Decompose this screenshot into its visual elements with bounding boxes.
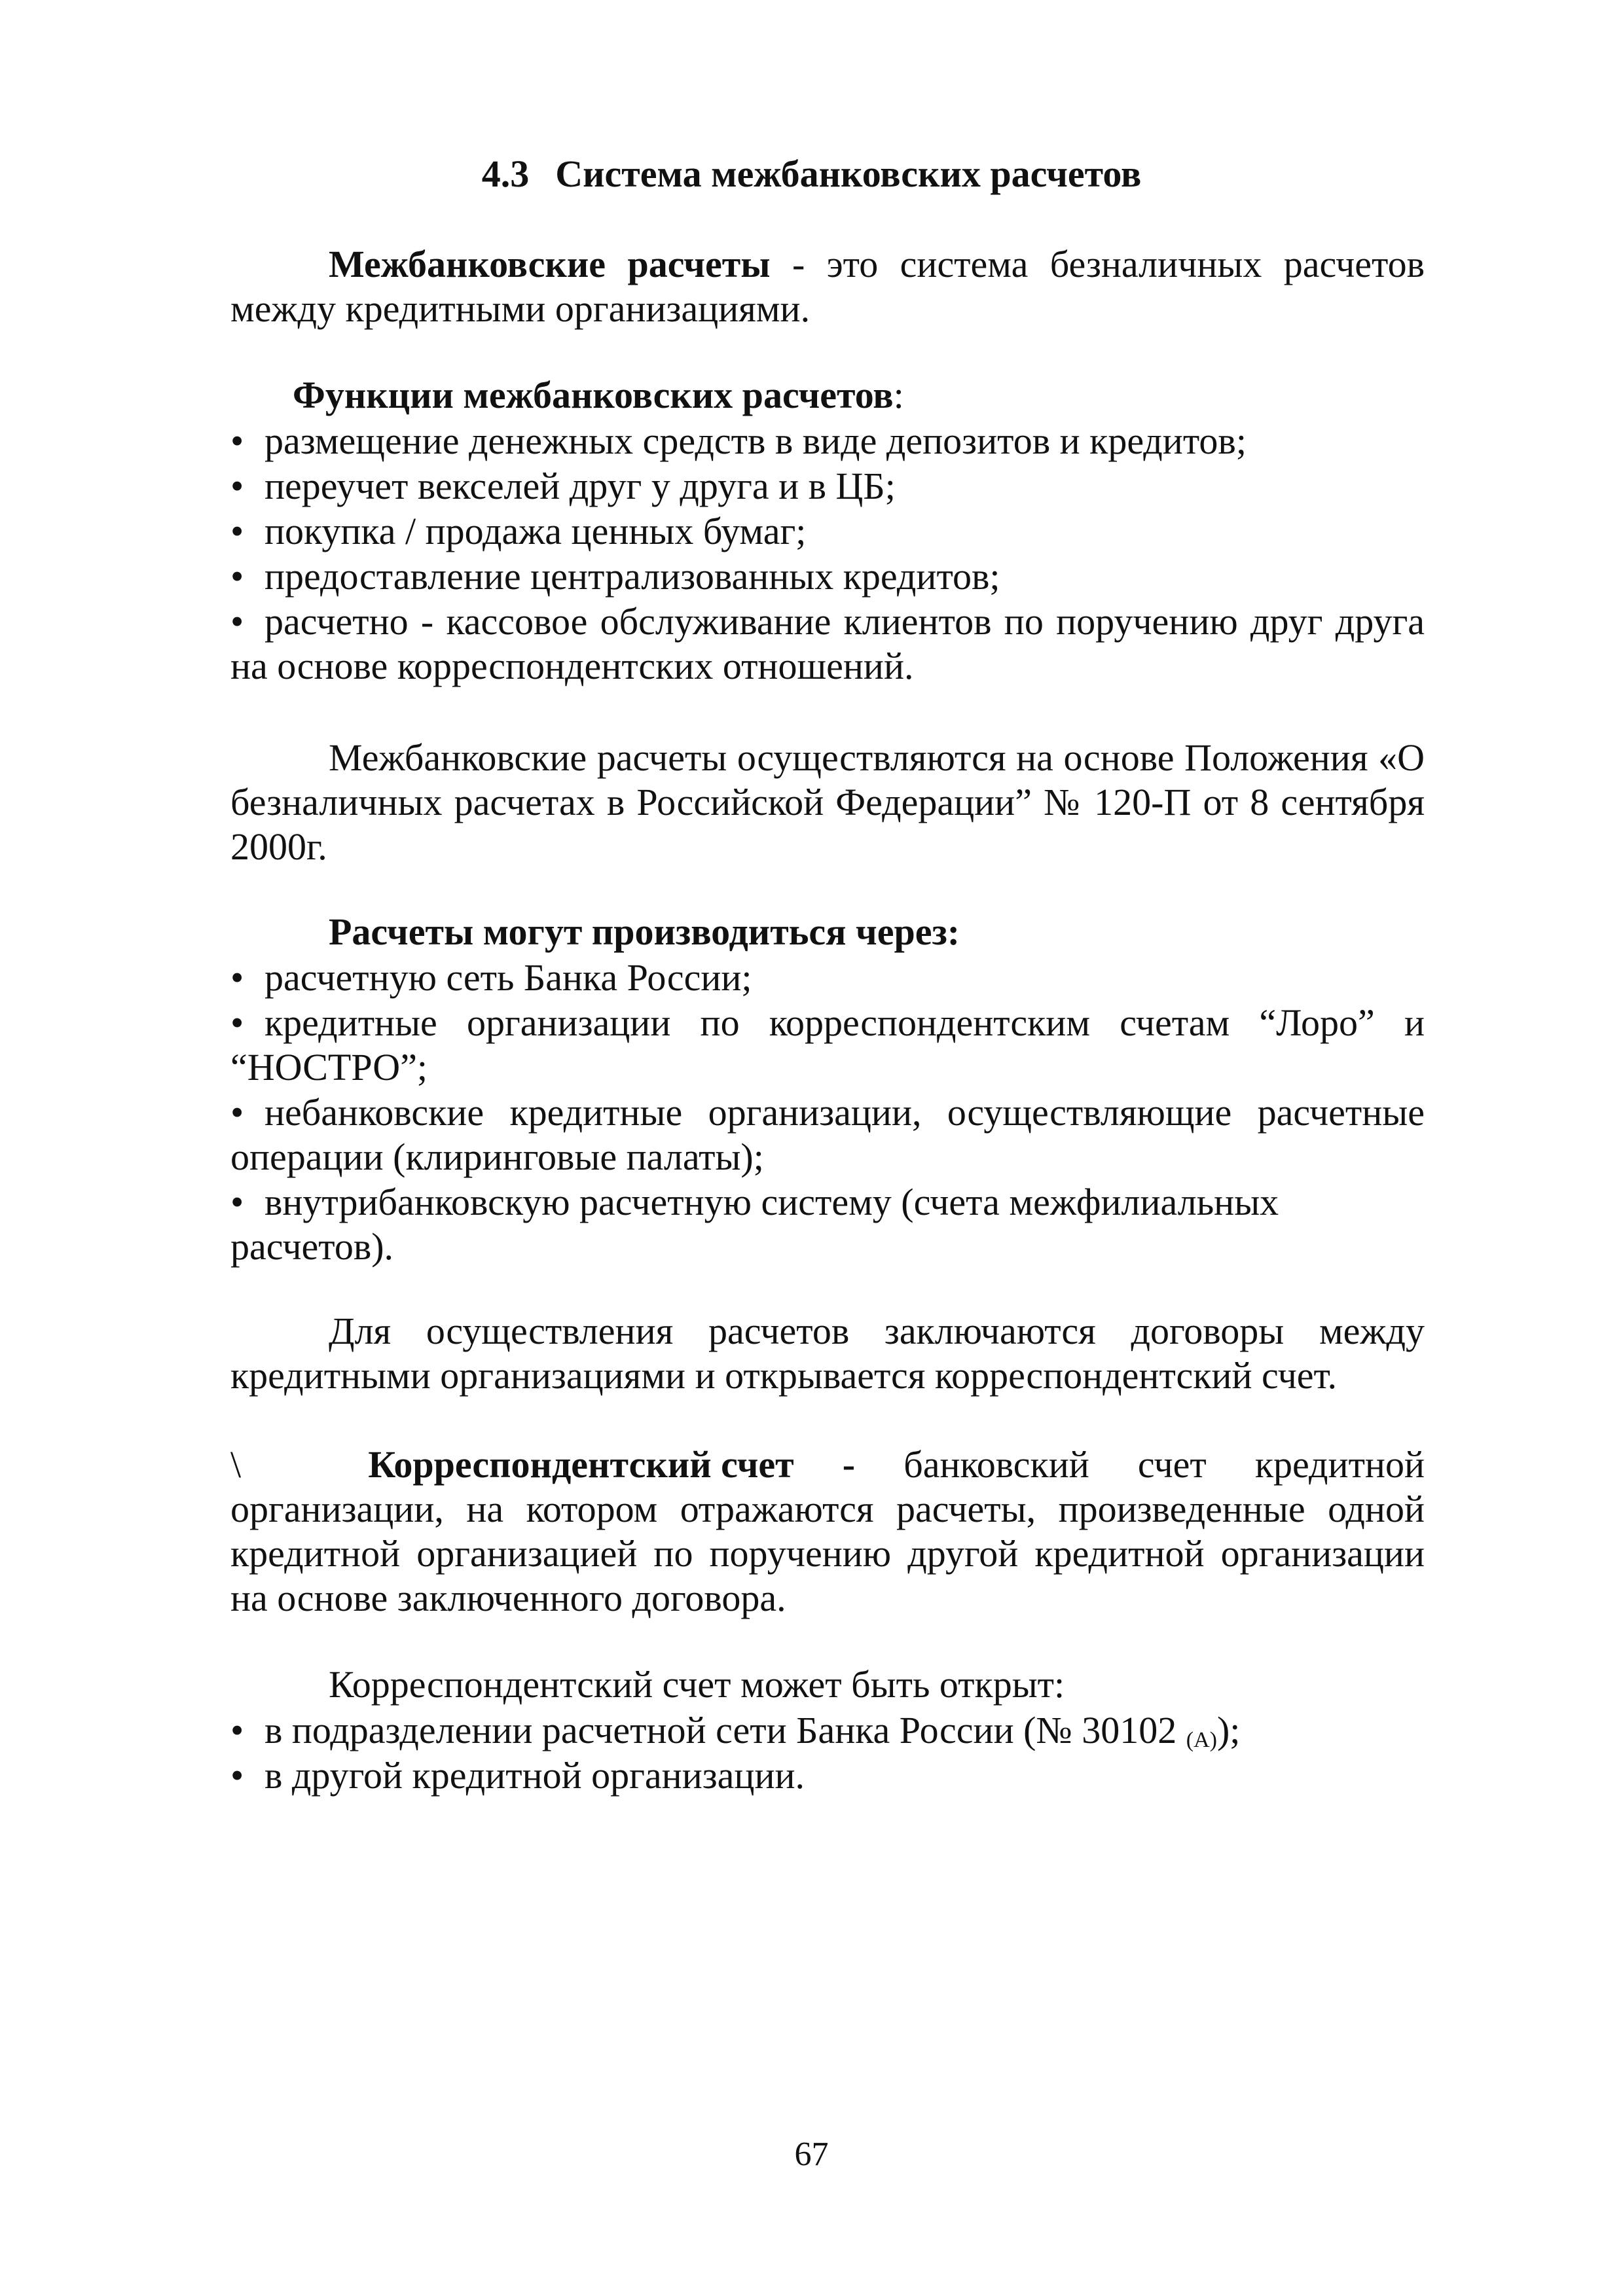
- corr-account-word: банковский: [903, 1443, 1089, 1486]
- channels-list: [230, 956, 1425, 1270]
- bullet-icon: •: [230, 1754, 244, 1797]
- list-item: [230, 1001, 1425, 1090]
- list-item: [230, 1180, 1291, 1269]
- bullet-icon: •: [230, 1709, 244, 1751]
- backslash-marker: \: [230, 1443, 242, 1486]
- list-item: [230, 600, 1425, 689]
- list-item-text: расчетную сеть Банка России;: [264, 956, 752, 999]
- corr-account-word: счет: [1137, 1443, 1207, 1486]
- account-subscript: (А): [1186, 1728, 1217, 1752]
- bullet-icon: •: [230, 956, 244, 999]
- list-item: [230, 1090, 1425, 1179]
- contracts-text: Для осуществления расчетов заключаются договоры между кредитными организациями и открывается корреспондентский счет.: [230, 1310, 1425, 1397]
- bullet-icon: •: [230, 1181, 244, 1223]
- regulation-paragraph: [230, 736, 1425, 869]
- functions-title: Функции межбанковских расчетов: [293, 374, 894, 416]
- corr-account-word: кредитной: [1254, 1443, 1425, 1486]
- list-item: [230, 464, 1425, 509]
- list-item-text: покупка / продажа ценных бумаг;: [264, 510, 807, 552]
- bullet-icon: •: [230, 600, 244, 643]
- definition-term: Межбанковские расчеты: [329, 243, 771, 285]
- list-item: [230, 509, 1425, 554]
- bullet-icon: •: [230, 465, 244, 507]
- contracts-paragraph: [230, 1309, 1425, 1398]
- list-item: [230, 419, 1425, 463]
- list-item-text: переучет векселей друг у друга и в ЦБ;: [264, 465, 896, 507]
- section-number: 4.3: [481, 152, 530, 195]
- definition-paragraph: [230, 242, 1425, 331]
- corr-account-dash: -: [842, 1443, 856, 1486]
- list-item-text: кредитные организации по корреспондентским счетам “Лоро” и “НОСТРО”;: [230, 1001, 1425, 1088]
- corr-account-first-line: [230, 1443, 1425, 1487]
- list-item-text: размещение денежных средств в виде депозитов и кредитов;: [264, 420, 1247, 462]
- bullet-icon: •: [230, 1091, 244, 1134]
- list-item: [230, 1708, 1425, 1753]
- channels-heading: [230, 910, 1425, 954]
- list-item-text: в подразделении расчетной сети Банка России (№ 30102: [264, 1709, 1186, 1751]
- bullet-icon: •: [230, 1001, 244, 1044]
- opening-intro-text: Корреспондентский счет может быть открыт:: [329, 1663, 1065, 1706]
- list-item-text: небанковские кредитные организации, осуществляющие расчетные операции (клиринговые палаты);: [230, 1091, 1425, 1178]
- corr-account-term: Корреспондентский счет: [368, 1443, 794, 1486]
- list-item-text-end: );: [1216, 1709, 1241, 1751]
- corr-account-rest: [230, 1487, 1425, 1621]
- section-heading: [0, 152, 1623, 196]
- opening-list: [230, 1708, 1425, 1799]
- definition-text: - это система безналичных расчетов между кредитными организациями.: [230, 243, 1425, 330]
- corr-account-text: организации, на котором отражаются расчеты, произведенные одной кредитной организацией по поручению другой кредитной организации на основе заключенного договора.: [230, 1488, 1425, 1619]
- bullet-icon: •: [230, 420, 244, 462]
- page-number: 67: [794, 2136, 829, 2173]
- list-item: [230, 554, 1425, 599]
- bullet-icon: •: [230, 510, 244, 552]
- section-title: Система межбанковских расчетов: [555, 152, 1142, 195]
- list-item-text: предоставление централизованных кредитов;: [264, 555, 1000, 598]
- bullet-icon: •: [230, 555, 244, 598]
- corr-account-paragraph: [230, 1443, 1425, 1621]
- functions-list: [230, 419, 1425, 689]
- list-item: [230, 1753, 1425, 1798]
- list-item: [230, 956, 1425, 1000]
- list-item-text: внутрибанковскую расчетную систему (счета межфилиальных расчетов).: [230, 1181, 1279, 1268]
- channels-title: Расчеты могут производиться через:: [329, 910, 960, 953]
- functions-colon: :: [893, 374, 904, 416]
- regulation-text: Межбанковские расчеты осуществляются на основе Положения «О безналичных расчетах в Российской Федерации” № 120-П от 8 сентября 2000г.: [230, 736, 1425, 868]
- list-item-text: расчетно - кассовое обслуживание клиентов по поручению друг друга на основе корреспондентских отношений.: [230, 600, 1425, 687]
- opening-intro: [230, 1662, 1425, 1707]
- functions-heading: [230, 373, 1425, 418]
- list-item-text: в другой кредитной организации.: [264, 1754, 805, 1797]
